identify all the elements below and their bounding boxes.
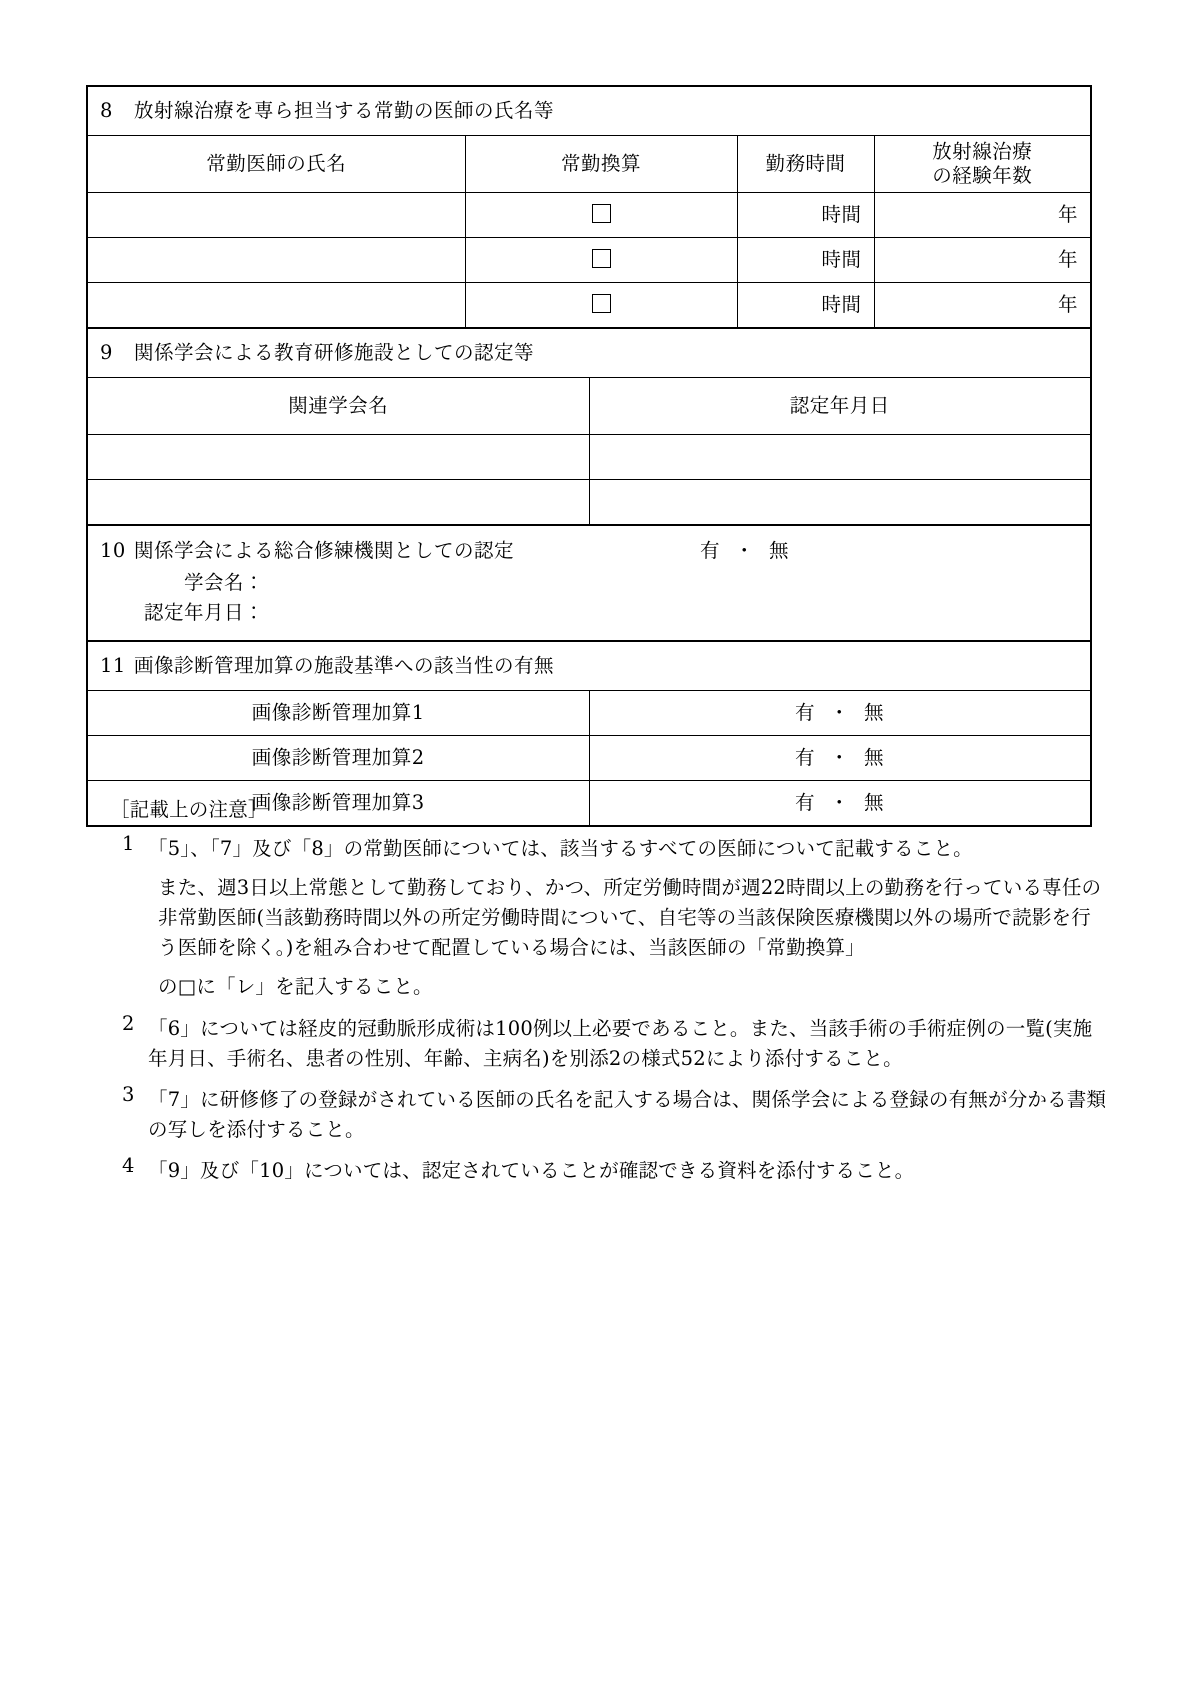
- section-8-heading: [87, 86, 1091, 136]
- note-body-2: [148, 1014, 1110, 1083]
- table-row: [87, 283, 1091, 329]
- note-4-paragraph-1: 「9」及び「10」については、認定されていることが確認できる資料を添付すること。: [148, 1159, 915, 1183]
- note-item-3: [110, 1085, 1110, 1154]
- experience-years-cell-3[interactable]: 年: [874, 283, 1091, 329]
- section-10-society-label: 学会名：: [184, 570, 265, 594]
- section-10-block: [87, 525, 1091, 641]
- yesno-separator: ・: [829, 790, 851, 814]
- section-9-heading-row: [87, 328, 1091, 378]
- no-option[interactable]: 無: [864, 700, 885, 724]
- col-header-working-hours: 勤務時間: [737, 136, 874, 193]
- table-row: [87, 435, 1091, 480]
- society-name-field-2[interactable]: [87, 480, 589, 526]
- section-10-yesno[interactable]: [700, 537, 790, 565]
- section-10-title: 関係学会による総合修練機関としての認定: [134, 538, 515, 562]
- certification-date-field-1[interactable]: [589, 435, 1091, 480]
- section-11-heading: [87, 641, 1091, 691]
- section-10-number: 10: [100, 538, 126, 562]
- note-number-1: 1: [122, 831, 135, 855]
- fte-checkbox-cell-1[interactable]: [465, 193, 737, 238]
- section-10-date-label: 認定年月日：: [144, 601, 265, 625]
- note-1-paragraph-3: の□に「レ」を記入すること。: [158, 975, 433, 999]
- section-8-number: 8: [100, 98, 113, 122]
- notes-section: [110, 800, 1110, 1198]
- note-2-paragraph-1: 「6」については経皮的冠動脈形成術は100例以上必要であること。また、当該手術の手術症例の一覧(実施年月日、手術名、患者の性別、年齢、主病名)を別添2の様式52により添付すること。: [148, 1016, 1093, 1070]
- section-10-title-line: [100, 537, 1078, 565]
- section-10-row: [87, 525, 1091, 641]
- note-number-2: 2: [122, 1011, 135, 1035]
- note-item-2: [110, 1011, 1110, 1083]
- section-8-heading-row: [87, 86, 1091, 136]
- experience-years-cell-2[interactable]: 年: [874, 238, 1091, 283]
- note-number-4: 4: [122, 1154, 135, 1178]
- col-header-society-name: 関連学会名: [87, 378, 589, 435]
- yes-option[interactable]: 有: [795, 700, 816, 724]
- table-row: [87, 193, 1091, 238]
- col-header-experience-years-line1: 放射線治療: [932, 139, 1033, 163]
- society-name-field-1[interactable]: [87, 435, 589, 480]
- working-hours-cell-3[interactable]: 時間: [737, 283, 874, 329]
- certification-date-field-2[interactable]: [589, 480, 1091, 526]
- addon-label-3: 画像診断管理加算3: [87, 781, 589, 827]
- note-3-paragraph-1: 「7」に研修修了の登録がされている医師の氏名を記入する場合は、関係学会による登録の有無が分かる書類の写しを添付すること。: [148, 1088, 1107, 1142]
- addon-yesno-2[interactable]: [589, 736, 1091, 781]
- note-item-1: [110, 831, 1110, 1012]
- notes-title: ［記載上の注意］: [110, 798, 268, 821]
- working-hours-cell-2[interactable]: 時間: [737, 238, 874, 283]
- table-row: [87, 736, 1091, 781]
- section-10-society-field[interactable]: [100, 569, 1078, 597]
- doctor-name-field-1[interactable]: [87, 193, 465, 238]
- working-hours-cell-1[interactable]: 時間: [737, 193, 874, 238]
- note-item-4: [110, 1156, 1110, 1195]
- yes-option[interactable]: 有: [700, 538, 721, 562]
- section-10-date-field[interactable]: [100, 599, 1078, 627]
- checkbox-icon[interactable]: [592, 204, 611, 223]
- table-row: [87, 480, 1091, 526]
- experience-years-cell-1[interactable]: 年: [874, 193, 1091, 238]
- section-9-heading: [87, 328, 1091, 378]
- note-body-4: [148, 1156, 1110, 1195]
- addon-label-1: 画像診断管理加算1: [87, 691, 589, 736]
- note-number-3: 3: [122, 1083, 135, 1107]
- section-8-header-row: [87, 136, 1091, 193]
- col-header-doctor-name: 常勤医師の氏名: [87, 136, 465, 193]
- fte-checkbox-cell-3[interactable]: [465, 283, 737, 329]
- col-header-fulltime-equivalent: 常勤換算: [465, 136, 737, 193]
- section-11-title: 画像診断管理加算の施設基準への該当性の有無: [134, 653, 555, 677]
- no-option[interactable]: 無: [769, 538, 790, 562]
- facility-standard-form-table: [86, 85, 1092, 827]
- yes-option[interactable]: 有: [795, 745, 816, 769]
- note-body-3: [148, 1085, 1110, 1154]
- doctor-name-field-2[interactable]: [87, 238, 465, 283]
- table-row: [87, 238, 1091, 283]
- fte-checkbox-cell-2[interactable]: [465, 238, 737, 283]
- no-option[interactable]: 無: [864, 745, 885, 769]
- col-header-experience-years-line2: の経験年数: [932, 164, 1033, 187]
- yes-option[interactable]: 有: [795, 790, 816, 814]
- checkbox-icon[interactable]: [592, 294, 611, 313]
- section-9-header-row: [87, 378, 1091, 435]
- yesno-separator: ・: [734, 538, 756, 562]
- note-body-1: [148, 834, 1110, 1012]
- section-11-heading-row: [87, 641, 1091, 691]
- col-header-certification-date: 認定年月日: [589, 378, 1091, 435]
- note-1-paragraph-2: また、週3日以上常態として勤務しており、かつ、所定労働時間が週22時間以上の勤務を行っている専任の非常勤医師(当該勤務時間以外の所定労働時間について、自宅等の当該保険医療機関以外の場所で読影を行う医師を除く。)を組み合わせて配置している場合には、当該医師の「常勤換算」: [158, 875, 1102, 960]
- section-9-number: 9: [100, 340, 113, 364]
- doctor-name-field-3[interactable]: [87, 283, 465, 329]
- yesno-separator: ・: [829, 745, 851, 769]
- col-header-experience-years: [874, 136, 1091, 193]
- section-11-number: 11: [100, 653, 126, 677]
- note-1-paragraph-1: 「5」、「7」及び「8」の常勤医師については、該当するすべての医師について記載すること。: [148, 836, 973, 860]
- checkbox-icon[interactable]: [592, 249, 611, 268]
- addon-yesno-1[interactable]: [589, 691, 1091, 736]
- table-row: [87, 691, 1091, 736]
- section-9-title: 関係学会による教育研修施設としての認定等: [134, 340, 535, 364]
- section-8-title: 放射線治療を専ら担当する常勤の医師の氏名等: [134, 98, 555, 122]
- addon-label-2: 画像診断管理加算2: [87, 736, 589, 781]
- no-option[interactable]: 無: [864, 790, 885, 814]
- yesno-separator: ・: [829, 700, 851, 724]
